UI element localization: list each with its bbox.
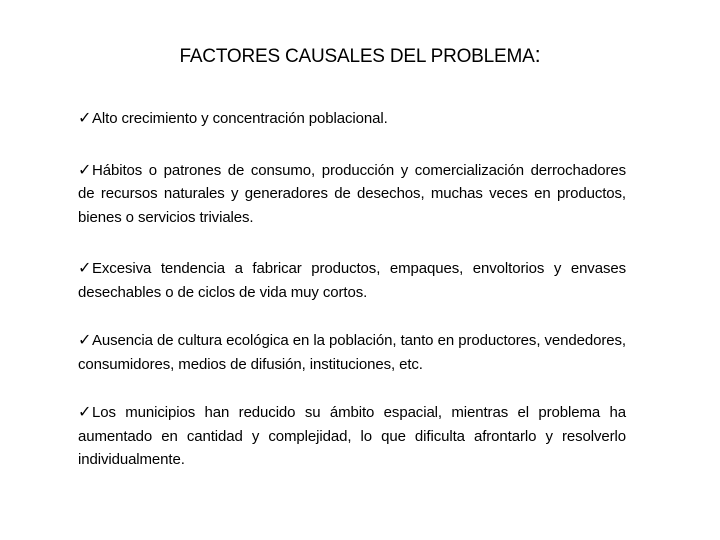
list-item-text: Alto crecimiento y concentración poblacional. <box>92 110 388 127</box>
causes-list <box>78 106 626 472</box>
list-item <box>78 400 626 472</box>
list-item-text: Ausencia de cultura ecológica en la población, tanto en productores, vendedores, consumidores, medios de difusión, instituciones, etc. <box>78 332 626 373</box>
list-item <box>78 106 626 131</box>
list-item <box>78 158 626 230</box>
checkmark-icon: ✓ <box>78 402 92 421</box>
checkmark-icon: ✓ <box>78 159 92 179</box>
list-item <box>78 328 626 376</box>
list-item-text: Excesiva tendencia a fabricar productos, empaques, envoltorios y envases desechables o de ciclos de vida muy cortos. <box>78 260 626 301</box>
list-item-text: Los municipios han reducido su ámbito espacial, mientras el problema ha aumentado en cantidad y complejidad, lo que dificulta afrontarlo y resolverlo individualmente. <box>78 404 626 468</box>
slide-title <box>0 42 720 68</box>
checkmark-icon: ✓ <box>78 108 92 127</box>
slide-title-colon: : <box>534 42 541 67</box>
list-item-text: Hábitos o patrones de consumo, producción y comercialización derrochadores de recursos naturales y generadores de desechos, muchas veces en productos, bienes o servicios triviales. <box>78 161 626 226</box>
list-item <box>78 256 626 304</box>
checkmark-icon: ✓ <box>78 258 92 277</box>
slide-title-text: FACTORES CAUSALES DEL PROBLEMA <box>179 46 535 67</box>
checkmark-icon: ✓ <box>78 330 92 349</box>
